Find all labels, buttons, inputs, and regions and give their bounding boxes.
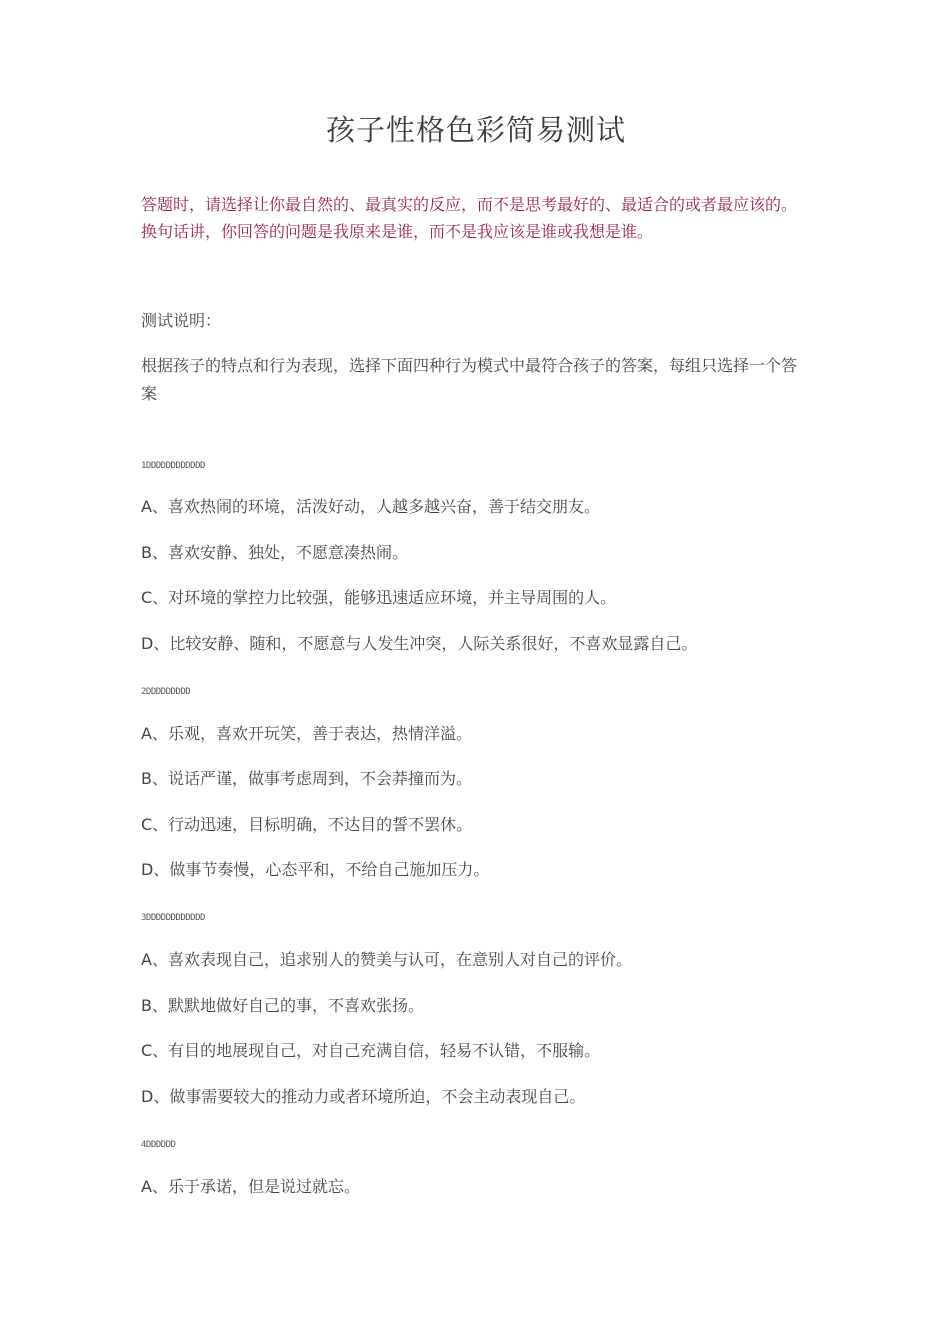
question-1-option-b — [141, 541, 811, 565]
question-2-option-c — [141, 813, 811, 837]
instructions-label: 测试说明： — [141, 311, 222, 330]
question-2-heading: 2DDDDDDDDD — [141, 687, 191, 697]
instructions-text: 根据孩子的特点和行为表现，选择下面四种行为模式中最符合孩子的答案，每组只选择一个答案 — [141, 356, 798, 403]
option-text: 、比较安静、随和，不愿意与人发生冲突，人际关系很好，不喜欢显露自己。 — [153, 634, 698, 653]
option-text: 、说话严谨，做事考虑周到，不会莽撞而为。 — [151, 769, 472, 788]
option-letter: C — [141, 1041, 153, 1060]
intro-paragraph: 答题时，请选择让你最自然的、最真实的反应，而不是思考最好的、最适合的或者最应该的。换句话讲，你回答的问题是我原来是谁，而不是我应该是谁或我想是谁。 — [141, 195, 798, 241]
option-text: 、做事节奏慢，心态平和，不给自己施加压力。 — [153, 860, 490, 879]
question-3-option-c — [141, 1039, 811, 1063]
option-text: 、行动迅速，目标明确，不达目的誓不罢休。 — [152, 815, 473, 834]
option-text: 、乐观，喜欢开玩笑，善于表达，热情洋溢。 — [151, 724, 472, 743]
question-3-option-a — [141, 948, 811, 972]
question-1-option-c — [141, 586, 811, 610]
option-text: 、做事需要较大的推动力或者环境所迫，不会主动表现自己。 — [153, 1087, 586, 1106]
option-text: 、默默地做好自己的事，不喜欢张扬。 — [151, 996, 424, 1015]
question-4-option-a — [141, 1175, 811, 1199]
question-2-option-d — [141, 858, 811, 882]
question-1-option-d — [141, 632, 811, 656]
option-letter: C — [141, 815, 153, 834]
question-1-heading: 1DDDDDDDDDDDD — [141, 461, 205, 471]
option-letter: A — [141, 497, 152, 516]
option-letter: D — [141, 634, 154, 653]
question-3-heading: 3DDDDDDDDDDDD — [141, 913, 205, 923]
option-text: 、乐于承诺，但是说过就忘。 — [151, 1177, 360, 1196]
option-letter: B — [141, 769, 152, 788]
option-text: 、对环境的掌控力比较强，能够迅速适应环境，并主导周围的人。 — [152, 588, 617, 607]
option-letter: A — [141, 1177, 152, 1196]
question-2-option-a — [141, 722, 811, 746]
option-text: 、喜欢安静、独处，不愿意凑热闹。 — [151, 543, 408, 562]
option-letter: B — [141, 996, 152, 1015]
question-1-option-a — [141, 495, 811, 519]
option-letter: D — [141, 860, 154, 879]
option-text: 、喜欢表现自己，追求别人的赞美与认可，在意别人对自己的评价。 — [151, 950, 632, 969]
option-letter: C — [141, 588, 153, 607]
question-3-option-d — [141, 1085, 811, 1109]
question-2-option-b — [141, 767, 811, 791]
question-4-heading: 4DDDDDD — [141, 1140, 176, 1150]
document-title: 孩子性格色彩简易测试 — [325, 113, 626, 147]
option-letter: B — [141, 543, 152, 562]
option-letter: A — [141, 724, 152, 743]
option-text: 、有目的地展现自己，对自己充满自信，轻易不认错，不服输。 — [152, 1041, 601, 1060]
option-text: 、喜欢热闹的环境，活泼好动，人越多越兴奋，善于结交朋友。 — [151, 497, 600, 516]
option-letter: A — [141, 950, 152, 969]
question-3-option-b — [141, 994, 811, 1018]
document-page — [141, 0, 811, 1344]
option-letter: D — [141, 1087, 154, 1106]
